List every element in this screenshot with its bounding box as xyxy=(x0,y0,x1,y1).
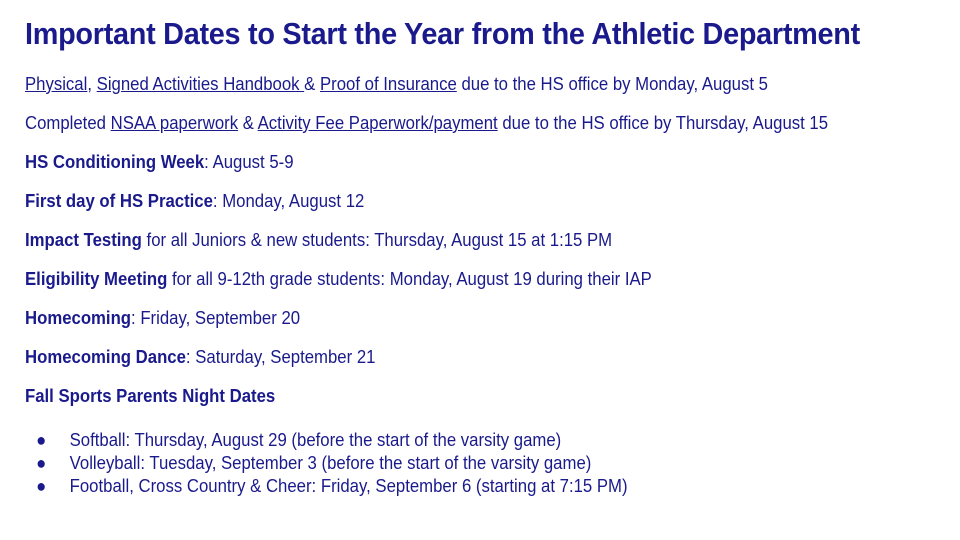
bullet-icon: ● xyxy=(36,430,47,450)
item-homecoming xyxy=(25,308,300,329)
nsaa-paperwork-link[interactable]: NSAA paperwork xyxy=(110,113,239,133)
item-eligibility-meeting xyxy=(25,269,652,290)
item-text: : Monday, August 12 xyxy=(212,191,365,211)
item-text: for all Juniors & new students: Thursday, August 15 at 1:15 PM xyxy=(141,230,613,250)
list-item xyxy=(25,429,628,452)
item-label: Eligibility Meeting xyxy=(25,269,168,289)
list-item xyxy=(25,452,628,475)
item-conditioning-week xyxy=(25,152,294,173)
line-required-forms xyxy=(25,74,768,95)
page-title: Important Dates to Start the Year from the Athletic Department xyxy=(25,16,860,51)
item-homecoming-dance xyxy=(25,347,375,368)
item-label: HS Conditioning Week xyxy=(25,152,205,172)
item-impact-testing xyxy=(25,230,612,251)
item-text: : Friday, September 20 xyxy=(131,308,301,328)
item-text: for all 9-12th grade students: Monday, August 19 during their IAP xyxy=(167,269,652,289)
proof-of-insurance-link[interactable]: Proof of Insurance xyxy=(319,74,457,94)
item-label: Impact Testing xyxy=(25,230,142,250)
activities-handbook-link[interactable]: Signed Activities Handbook xyxy=(96,74,305,94)
due-text: due to the HS office by Thursday, August 15 xyxy=(497,113,829,133)
parents-night-heading: Fall Sports Parents Night Dates xyxy=(25,386,276,406)
list-item-text: Volleyball: Tuesday, September 3 (before the start of the varsity game) xyxy=(69,453,592,473)
parents-night-list xyxy=(25,429,673,498)
bullet-icon: ● xyxy=(36,476,47,496)
item-label: First day of HS Practice xyxy=(25,191,213,211)
list-item xyxy=(25,475,628,498)
bullet-icon: ● xyxy=(36,453,47,473)
separator: & xyxy=(238,113,258,133)
separator: & xyxy=(304,74,320,94)
list-item-text: Football, Cross Country & Cheer: Friday, September 6 (starting at 7:15 PM) xyxy=(69,476,628,496)
physical-link[interactable]: Physical xyxy=(25,74,88,94)
item-text: : Saturday, September 21 xyxy=(185,347,376,367)
list-item-text: Softball: Thursday, August 29 (before the start of the varsity game) xyxy=(69,430,562,450)
item-text: : August 5-9 xyxy=(204,152,294,172)
separator: , xyxy=(87,74,97,94)
item-label: Homecoming Dance xyxy=(25,347,186,367)
item-label: Homecoming xyxy=(25,308,132,328)
item-first-practice xyxy=(25,191,364,212)
completed-text: Completed xyxy=(25,113,111,133)
activity-fee-link[interactable]: Activity Fee Paperwork/payment xyxy=(257,113,498,133)
line-paperwork xyxy=(25,113,828,134)
due-text: due to the HS office by Monday, August 5 xyxy=(456,74,768,94)
